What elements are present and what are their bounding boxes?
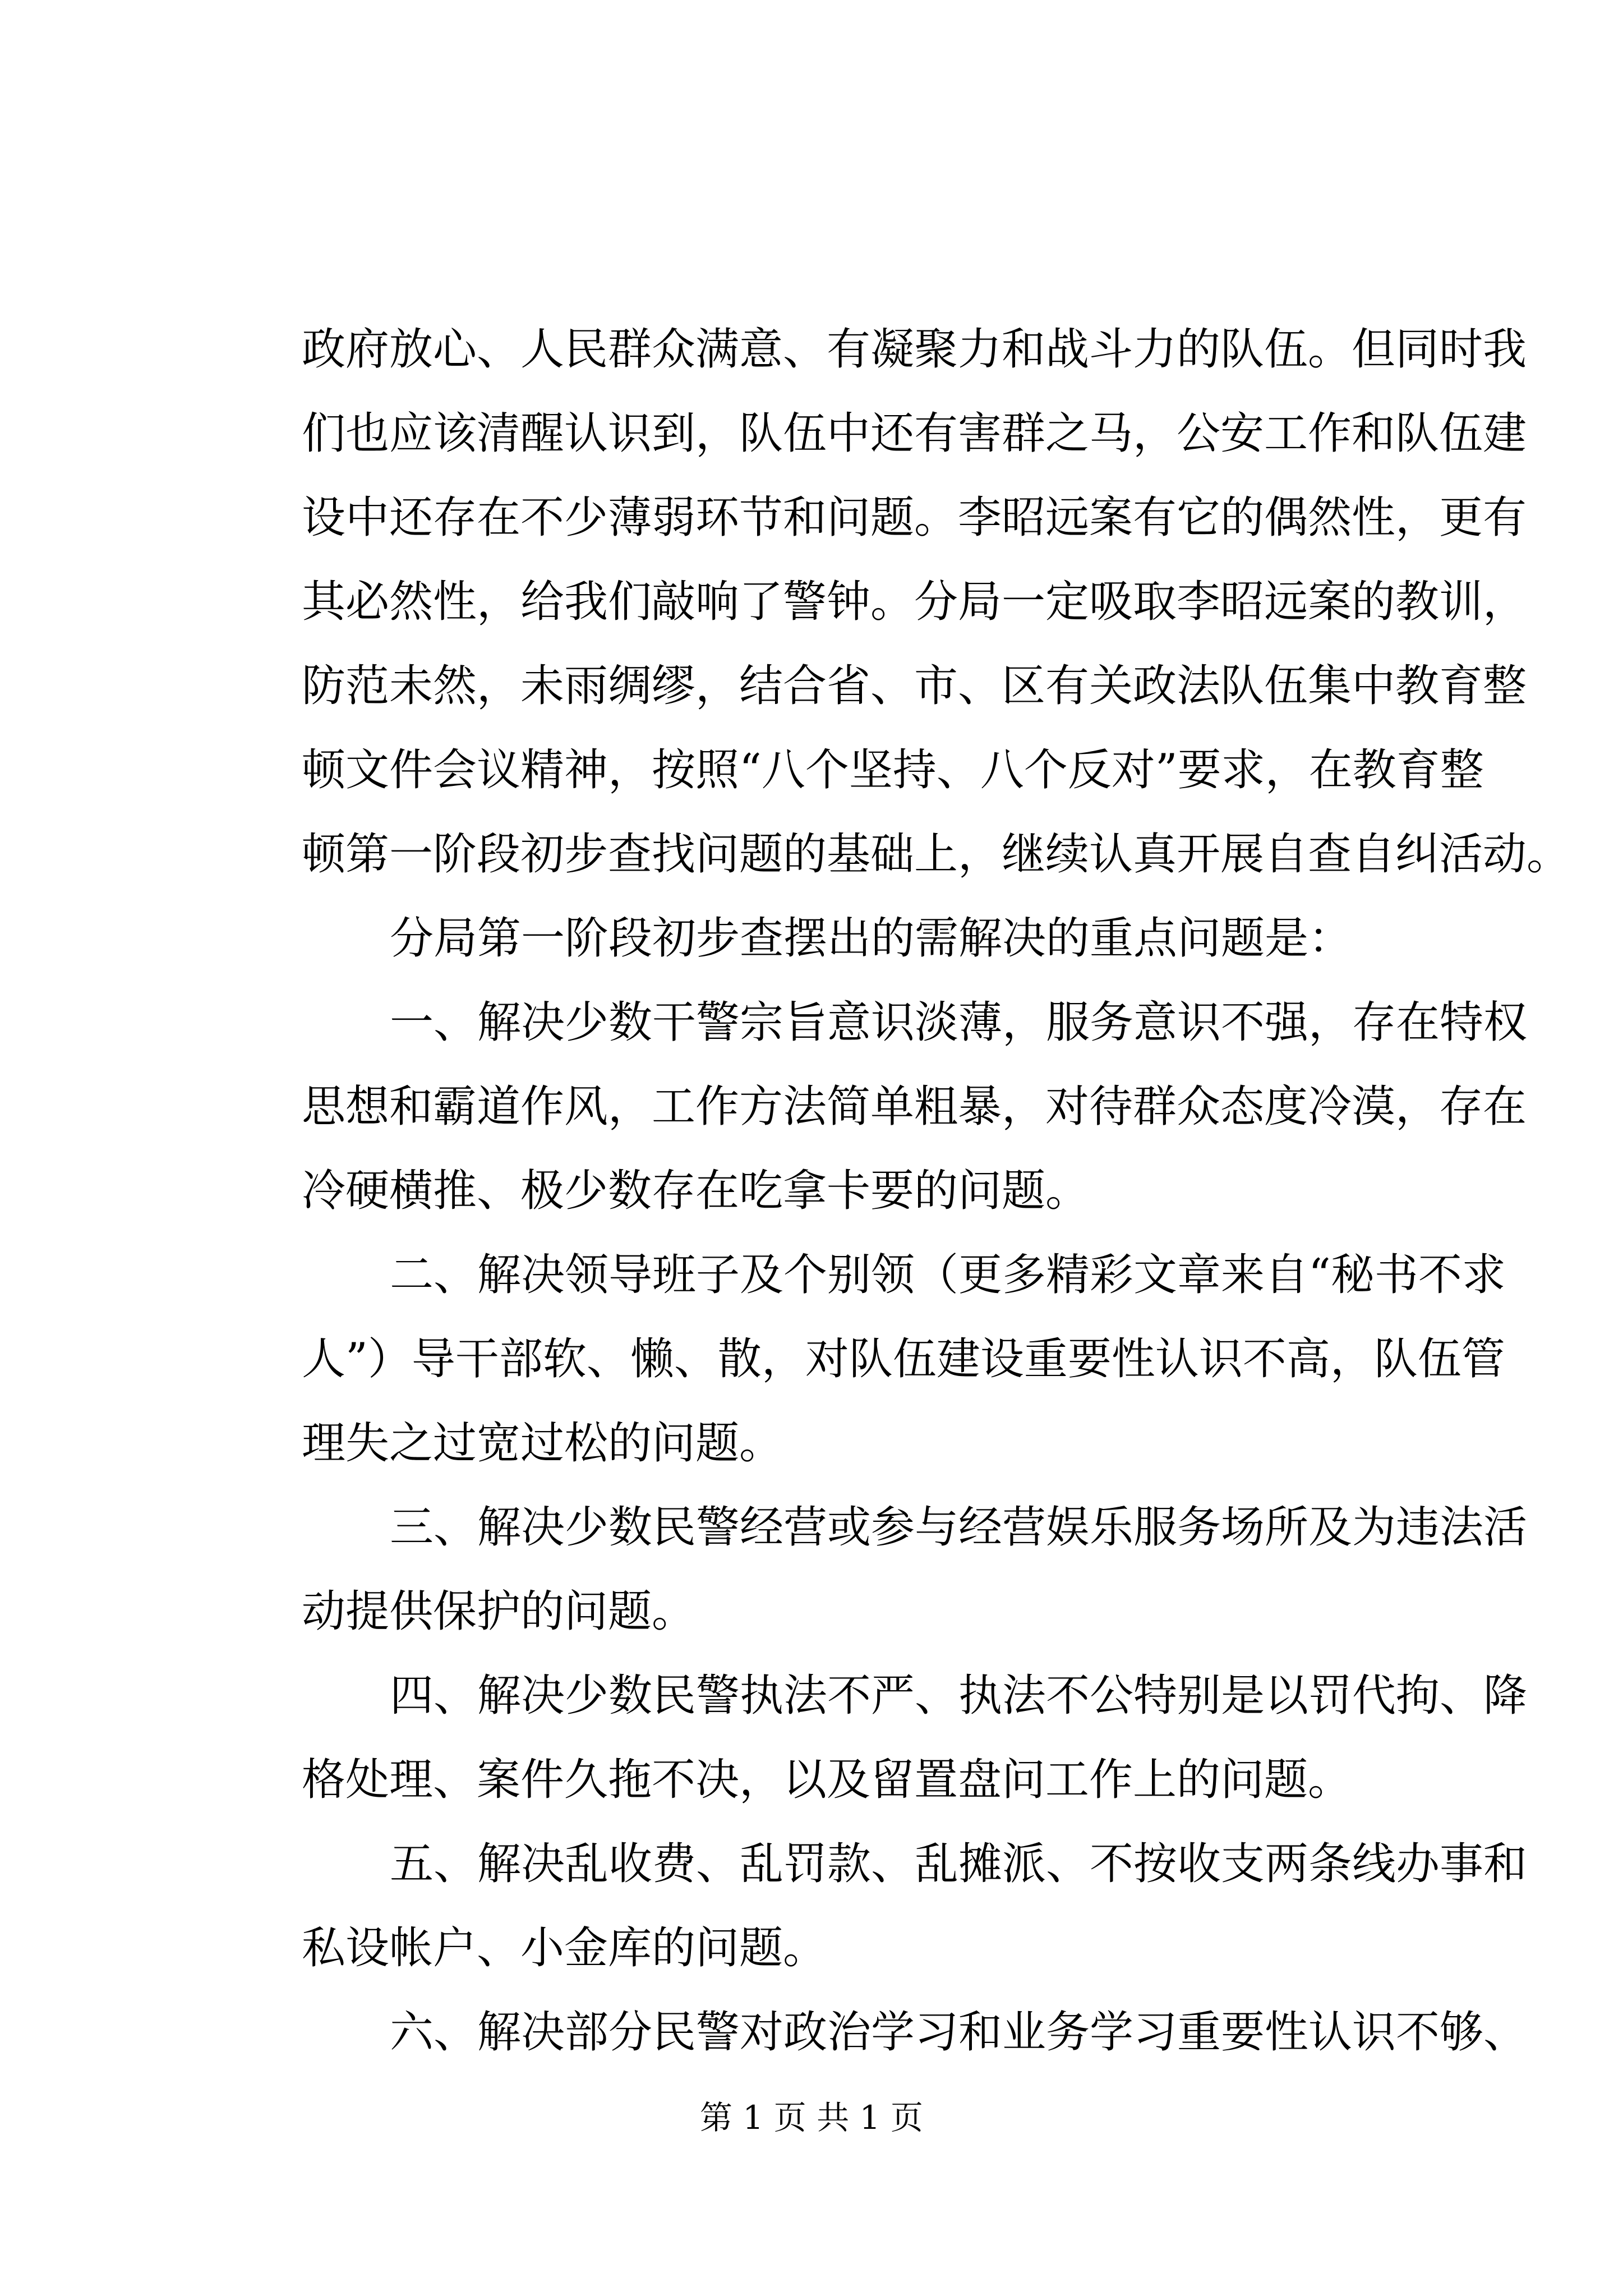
text-line: 设中还存在不少薄弱环节和问题。李昭远案有它的偶然性，更有 <box>302 493 1527 543</box>
list-item-1-line: 冷硬横推、极少数存在吃拿卡要的问题。 <box>302 1166 1090 1216</box>
page-number: 第 1 页 共 1 页 <box>700 2099 923 2137</box>
text-line: 顿第一阶段初步查找问题的基础上，继续认真开展自查自纠活动。 <box>302 829 1571 880</box>
list-item-4-line: 格处理、案件久拖不决，以及留置盘问工作上的问题。 <box>302 1755 1352 1805</box>
list-item-5-line: 五、解决乱收费、乱罚款、乱摊派、不按收支两条线办事和 <box>390 1839 1528 1889</box>
list-item-2-line: 理失之过宽过松的问题。 <box>302 1418 783 1469</box>
list-item-4-line: 四、解决少数民警执法不严、执法不公特别是以罚代拘、降 <box>390 1671 1528 1721</box>
list-item-5-line: 私设帐户、小金库的问题。 <box>302 1923 827 1973</box>
text-line: 政府放心、人民群众满意、有凝聚力和战斗力的队伍。但同时我 <box>302 324 1527 375</box>
list-item-1-line: 一、解决少数干警宗旨意识淡薄，服务意识不强，存在特权 <box>390 997 1528 1048</box>
text-line: 们也应该清醒认识到，队伍中还有害群之马，公安工作和队伍建 <box>302 408 1527 459</box>
list-item-6-line: 六、解决部分民警对政治学习和业务学习重要性认识不够、 <box>390 2007 1528 2058</box>
list-item-2-line: 二、解决领导班子及个别领（更多精彩文章来自“秘书不求 <box>390 1250 1506 1300</box>
text-line: 其必然性，给我们敲响了警钟。分局一定吸取李昭远案的教训， <box>302 577 1527 627</box>
list-item-2-line: 人”）导干部软、懒、散，对队伍建设重要性认识不高，队伍管 <box>302 1334 1505 1384</box>
text-line: 防范未然，未雨绸缪，结合省、市、区有关政法队伍集中教育整 <box>302 661 1527 711</box>
list-item-3-line: 动提供保护的问题。 <box>302 1586 696 1637</box>
paragraph-intro: 分局第一阶段初步查摆出的需解决的重点问题是： <box>390 913 1353 964</box>
list-item-1-line: 思想和霸道作风，工作方法简单粗暴，对待群众态度冷漠，存在 <box>302 1082 1527 1132</box>
text-line: 顿文件会议精神，按照“八个坚持、八个反对”要求，在教育整 <box>302 745 1484 795</box>
list-item-3-line: 三、解决少数民警经营或参与经营娱乐服务场所及为违法活 <box>390 1502 1528 1553</box>
